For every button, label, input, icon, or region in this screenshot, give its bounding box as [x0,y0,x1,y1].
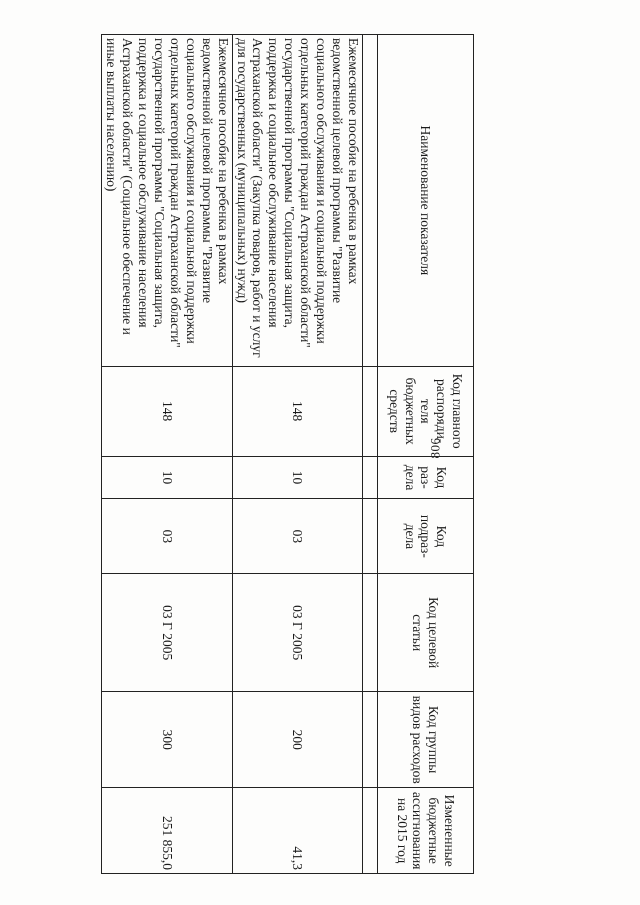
budget-table-container [104,34,474,874]
row-grbs: 148 [102,366,232,456]
header-podrazdel: Код подраз-дела [378,499,474,574]
row-podrazdel: 03 [232,499,362,574]
row-vr: 200 [232,692,362,788]
row-csr: 03 Г 2005 [232,574,362,692]
row-amount: 251 855,0 [102,788,232,874]
header-amount: Измененные бюджетные ассигнования на 2015 год [378,788,474,874]
row-csr: 03 Г 2005 [102,574,232,692]
table-row [102,35,232,874]
header-csr: Код целевой статьи [378,574,474,692]
spacer-row [363,35,378,874]
row-grbs: 148 [232,366,362,456]
table-header-row [378,35,474,874]
row-amount: 41,3 [232,788,362,874]
table-row [232,35,362,874]
page-number: 806 [427,437,443,459]
row-vr: 300 [102,692,232,788]
row-razdel: 10 [102,456,232,499]
row-name: Ежемесячное пособие на ребенка в рамках ведомственной целевой программы "Развитие социального обслуживания и социальной поддержки отдельных категорий граждан Астраханской области" государственной программы "Социальная защита, поддержка и социальное обслуживание населения Астраханской области" (Социальное обеспечение и иные выплаты населению) [102,35,232,367]
header-name: Наименование показателя [378,35,474,367]
row-razdel: 10 [232,456,362,499]
row-name: Ежемесячное пособие на ребенка в рамках ведомственной целевой программы "Развитие социального обслуживания и социальной поддержки отдельных категорий граждан Астраханской области" государственной программы "Социальная защита, поддержка и социальное обслуживание населения Астраханской области" (Закупка товаров, работ и услуг для государственных (муниципальных) нужд) [232,35,362,367]
header-vr: Код группы видов расходов [378,692,474,788]
budget-table [101,34,474,874]
row-podrazdel: 03 [102,499,232,574]
header-razdel: Код раз-дела [378,456,474,499]
header-grbs: Код главного распоряди-теля бюджетных средств [378,366,474,456]
